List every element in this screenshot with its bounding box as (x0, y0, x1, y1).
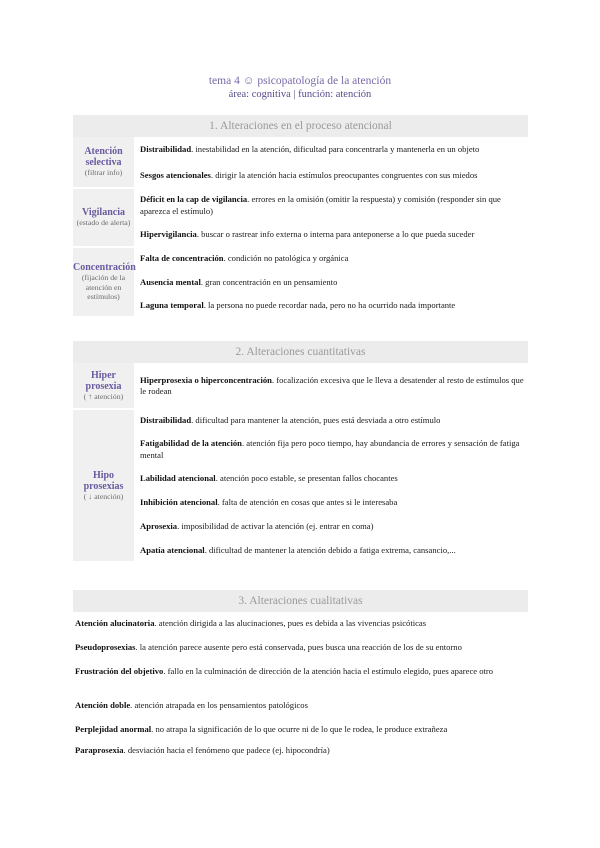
section-title: 2. Alteraciones cuantitativas (73, 341, 528, 363)
group-cell (73, 247, 134, 317)
group-cell (73, 409, 134, 562)
list-item (75, 700, 525, 712)
list-item (75, 724, 525, 736)
table-row (73, 409, 528, 432)
item-desc: . gran concentración en un pensamiento (200, 276, 338, 287)
list-item (134, 137, 528, 163)
list-item (134, 223, 528, 247)
group-sublabel: (filtrar info) (84, 168, 123, 178)
section-quantitative (73, 341, 528, 563)
table-row (73, 294, 528, 317)
item-term: Atención alucinatoria (75, 618, 155, 628)
section-table (73, 137, 528, 318)
item-term: Hipervigilancia (140, 229, 197, 240)
item-term: Fatigabilidad de la atención (140, 438, 242, 448)
item-desc: . atención poco estable, se presentan fallos chocantes (215, 473, 398, 484)
list-item (134, 539, 528, 562)
section-qualitative (73, 590, 528, 612)
item-desc: . dificultad para mantener la atención, pues está desviada a otro estímulo (191, 414, 441, 425)
group-label: Concentración (73, 262, 136, 274)
list-item (134, 294, 528, 317)
item-desc: . atención atrapada en los pensamientos patológicos (130, 700, 308, 710)
list-item (134, 271, 528, 294)
item-term: Paraprosexia (75, 745, 124, 755)
table-row (73, 163, 528, 188)
group-sublabel: ( ↑ atención) (83, 391, 124, 401)
item-term: Ausencia mental (140, 276, 201, 287)
item-desc: . atención dirigida a las alucinaciones, pues es debida a las vivencias psicóticas (154, 618, 427, 628)
item-desc: . falta de atención en cosas que antes si le interesaba (217, 497, 398, 508)
item-term: Hiperprosexia o hiperconcentración (140, 374, 272, 385)
item-term: Aprosexia (140, 521, 178, 532)
item-term: Laguna temporal (140, 299, 204, 310)
table-row (73, 271, 528, 294)
section-table (73, 363, 528, 563)
item-desc: . imposibilidad de activar la atención (ej. entrar en coma) (177, 521, 374, 532)
item-desc: . atención fija pero poco tiempo, hay abundancia de errores y sensación de fatiga mental (140, 438, 520, 460)
item-desc: . inestabilidad en la atención, dificultad para concentrarla y mantenerla en un objeto (191, 144, 480, 155)
list-item (134, 467, 528, 491)
list-item (134, 432, 528, 467)
item-term: Pseudoprosexias (75, 642, 136, 652)
group-label: Vigilancia (82, 207, 125, 219)
list-item (75, 618, 525, 630)
item-desc: . la persona no puede recordar nada, pero no ha ocurrido nada importante (203, 299, 456, 310)
item-term: Distraibilidad (140, 414, 192, 425)
list-item (134, 515, 528, 539)
item-term: Distraibilidad (140, 144, 192, 155)
table-row (73, 491, 528, 515)
list-item (134, 247, 528, 271)
item-term: Sesgos atencionales (140, 169, 211, 180)
item-desc: . condición no patológica y orgánica (223, 253, 349, 264)
item-desc: . focalización excesiva que le lleva a desatender al resto de estímulos que le rodean (140, 374, 524, 396)
document-header (0, 74, 600, 101)
group-label: Hiper prosexia (85, 369, 122, 392)
list-item (134, 188, 528, 223)
list-item (134, 409, 528, 432)
item-term: Labilidad atencional (140, 473, 216, 484)
item-desc: . buscar o rastrear info externa o interna para anteponerse a lo que pueda suceder (196, 229, 475, 240)
list-item (134, 163, 528, 188)
table-row (73, 223, 528, 247)
table-row (73, 247, 528, 271)
item-term: Frustración del objetivo (75, 666, 164, 676)
group-cell (73, 188, 134, 247)
document-subtitle: área: cognitiva | función: atención (228, 89, 372, 100)
group-sublabel: (fijación de la atención en estímulos) (81, 273, 126, 302)
table-row (73, 432, 528, 467)
item-term: Déficit en la cap de vigilancia (140, 194, 248, 204)
item-desc: . la atención parece ausente pero está conservada, pues busca una reacción de los de su entorno (135, 642, 462, 652)
list-item (134, 491, 528, 515)
table-row (73, 137, 528, 163)
section-title: 1. Alteraciones en el proceso atencional (73, 115, 528, 137)
list-item (75, 745, 525, 757)
table-row (73, 515, 528, 539)
table-row (73, 188, 528, 223)
table-row (73, 467, 528, 491)
item-term: Atención doble (75, 700, 131, 710)
group-sublabel: (estado de alerta) (76, 218, 131, 228)
table-row (73, 363, 528, 409)
item-desc: . dificultad de mantener la atención debido a fatiga extrema, cansancio,... (204, 544, 456, 555)
group-label: Atención selectiva (84, 146, 123, 169)
table-row (73, 539, 528, 562)
list-item (75, 642, 525, 654)
item-desc: . desviación hacia el fenómeno que padece (ej. hipocondría) (123, 745, 330, 755)
group-label: Hipo prosexias (83, 469, 124, 492)
section-title: 3. Alteraciones cualitativas (73, 590, 528, 612)
group-sublabel: ( ↓ atención) (83, 491, 124, 501)
section-attentional-process (73, 115, 528, 318)
group-cell (73, 363, 134, 409)
item-desc: . errores en la omisión (omitir la respuesta) y comisión (responder sin que aparezca el estímulo) (140, 194, 501, 216)
list-item (134, 363, 528, 409)
item-term: Falta de concentración (140, 253, 224, 264)
item-desc: . fallo en la culminación de dirección de la atención hacia el estímulo elegido, pues aparece otro (163, 666, 494, 676)
item-term: Inhibición atencional (140, 497, 218, 508)
item-term: Apatía atencional (140, 544, 205, 555)
item-desc: . no atrapa la significación de lo que ocurre ni de lo que le rodea, le produce extrañeza (151, 724, 448, 734)
list-item (75, 666, 525, 678)
document-title: tema 4 ☺ psicopatología de la atención (208, 75, 392, 87)
group-cell (73, 137, 134, 188)
item-term: Perplejidad anormal (75, 724, 152, 734)
item-desc: . dirigir la atención hacia estímulos preocupantes congruentes con sus miedos (210, 169, 478, 180)
